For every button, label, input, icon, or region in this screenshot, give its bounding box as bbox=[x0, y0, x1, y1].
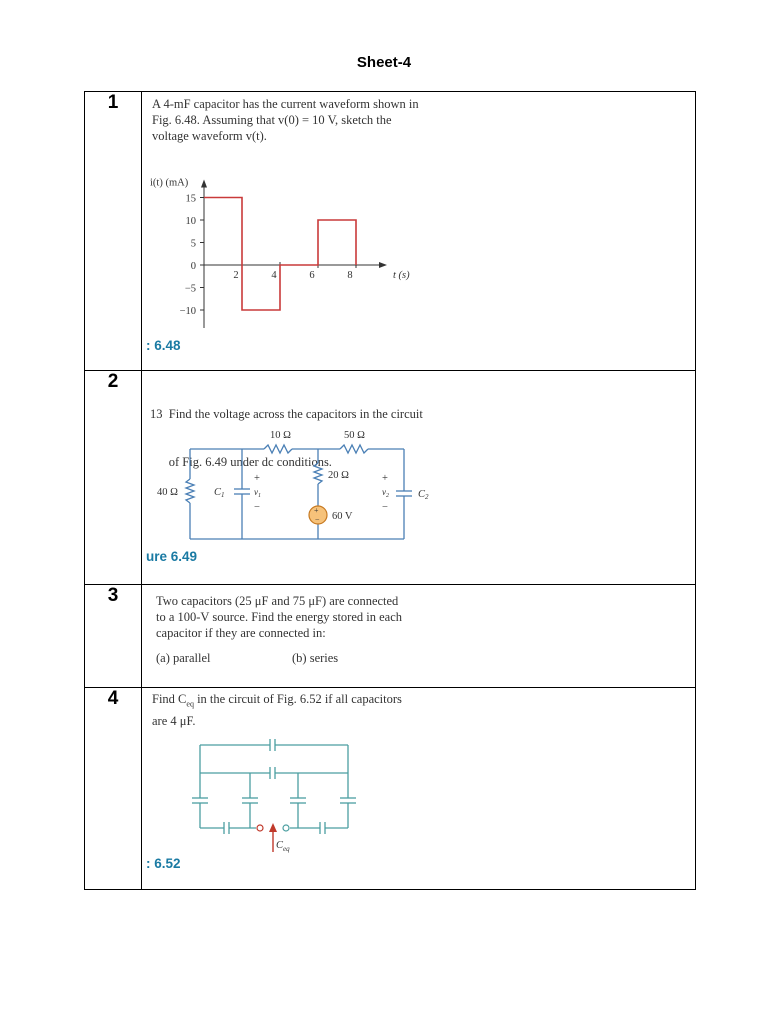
capacitor-network-diagram bbox=[142, 688, 442, 888]
r10-label: 10 Ω bbox=[270, 430, 291, 441]
c1-label: C1 bbox=[214, 487, 225, 499]
x-tick-label: 4 bbox=[271, 270, 277, 281]
ceq-label: $C_{eq}$ bbox=[276, 840, 290, 853]
x-axis-arrow-icon bbox=[379, 262, 387, 268]
y-tick-label: 15 bbox=[185, 193, 196, 205]
text-line: Two capacitors (25 μF and 75 μF) are connected bbox=[156, 594, 399, 608]
svg-text:−: − bbox=[315, 515, 320, 524]
r40-label: 40 Ω bbox=[157, 487, 178, 498]
text-line: capacitor if they are connected in: bbox=[156, 626, 326, 640]
problems-table bbox=[84, 91, 696, 890]
y-tick-label: 0 bbox=[190, 261, 196, 272]
x-axis-label: t (s) bbox=[393, 270, 410, 281]
v2-plus: + bbox=[382, 473, 388, 484]
text-line: Find $C_{eq}$ in the circuit of Fig. 6.52 if all capacitors bbox=[152, 692, 402, 709]
problem-row-2 bbox=[85, 371, 696, 585]
option-a: (a) parallel bbox=[156, 651, 211, 665]
text-line: 13 Find the voltage across the capacitors in the circuit bbox=[150, 407, 423, 421]
problem-row-3 bbox=[85, 585, 696, 688]
terminal-icon bbox=[257, 825, 263, 831]
problem-number: 3 bbox=[85, 585, 142, 688]
source-label: 60 V bbox=[332, 511, 353, 522]
option-b: (b) series bbox=[292, 651, 339, 665]
y-tick-label: −5 bbox=[184, 283, 196, 295]
v1-minus: − bbox=[254, 502, 260, 513]
current-waveform-chart bbox=[142, 92, 442, 352]
figure-label: ure 6.49 bbox=[146, 549, 198, 564]
text-line: are 4 μF. bbox=[152, 713, 196, 728]
x-tick-label: 8 bbox=[347, 270, 353, 281]
current-waveform-line bbox=[204, 198, 356, 311]
svg-text:+: + bbox=[314, 506, 319, 515]
problem-row-1 bbox=[85, 92, 696, 371]
y-tick-label: −10 bbox=[179, 306, 196, 317]
y-tick-label: 10 bbox=[185, 216, 196, 227]
problem-number: 1 bbox=[85, 92, 142, 371]
y-axis-label: i(t) (mA) bbox=[150, 177, 189, 189]
sheet-title: Sheet-4 bbox=[356, 54, 412, 71]
text-line: to a 100-V source. Find the energy stored in each bbox=[156, 610, 403, 624]
r20-label: 20 Ω bbox=[328, 470, 349, 481]
v2-minus: − bbox=[382, 502, 388, 513]
v1-label: $v_1$ bbox=[254, 487, 261, 499]
problem-number: 4 bbox=[85, 688, 142, 890]
x-tick-label: 6 bbox=[309, 270, 315, 281]
problem-row-4 bbox=[85, 688, 696, 890]
arrow-head-icon bbox=[269, 823, 277, 832]
problem-content bbox=[142, 371, 696, 585]
r50-label: 50 Ω bbox=[344, 430, 365, 441]
figure-label: : 6.52 bbox=[146, 856, 181, 871]
terminal-icon bbox=[283, 825, 289, 831]
figure-label: : 6.48 bbox=[146, 338, 181, 353]
y-axis-arrow-icon bbox=[201, 180, 207, 188]
text-line: of Fig. 6.49 under dc conditions. bbox=[150, 455, 332, 469]
circuit-diagram bbox=[142, 371, 442, 551]
problem-content bbox=[142, 688, 696, 890]
text-line: voltage waveform v(t). bbox=[152, 129, 267, 143]
problem-text bbox=[156, 593, 402, 641]
problem-content bbox=[142, 585, 696, 688]
v2-label: $v_2$ bbox=[382, 487, 389, 499]
text-line: A 4-mF capacitor has the current waveform shown in bbox=[152, 97, 419, 111]
x-tick-label: 2 bbox=[233, 270, 239, 281]
v1-plus: + bbox=[254, 473, 260, 484]
y-tick-label: 5 bbox=[190, 238, 196, 250]
problem-content bbox=[142, 92, 696, 371]
problem-number: 2 bbox=[85, 371, 142, 585]
c2-label: C2 bbox=[418, 489, 429, 501]
text-line: Fig. 6.48. Assuming that v(0) = 10 V, sketch the bbox=[152, 113, 392, 127]
